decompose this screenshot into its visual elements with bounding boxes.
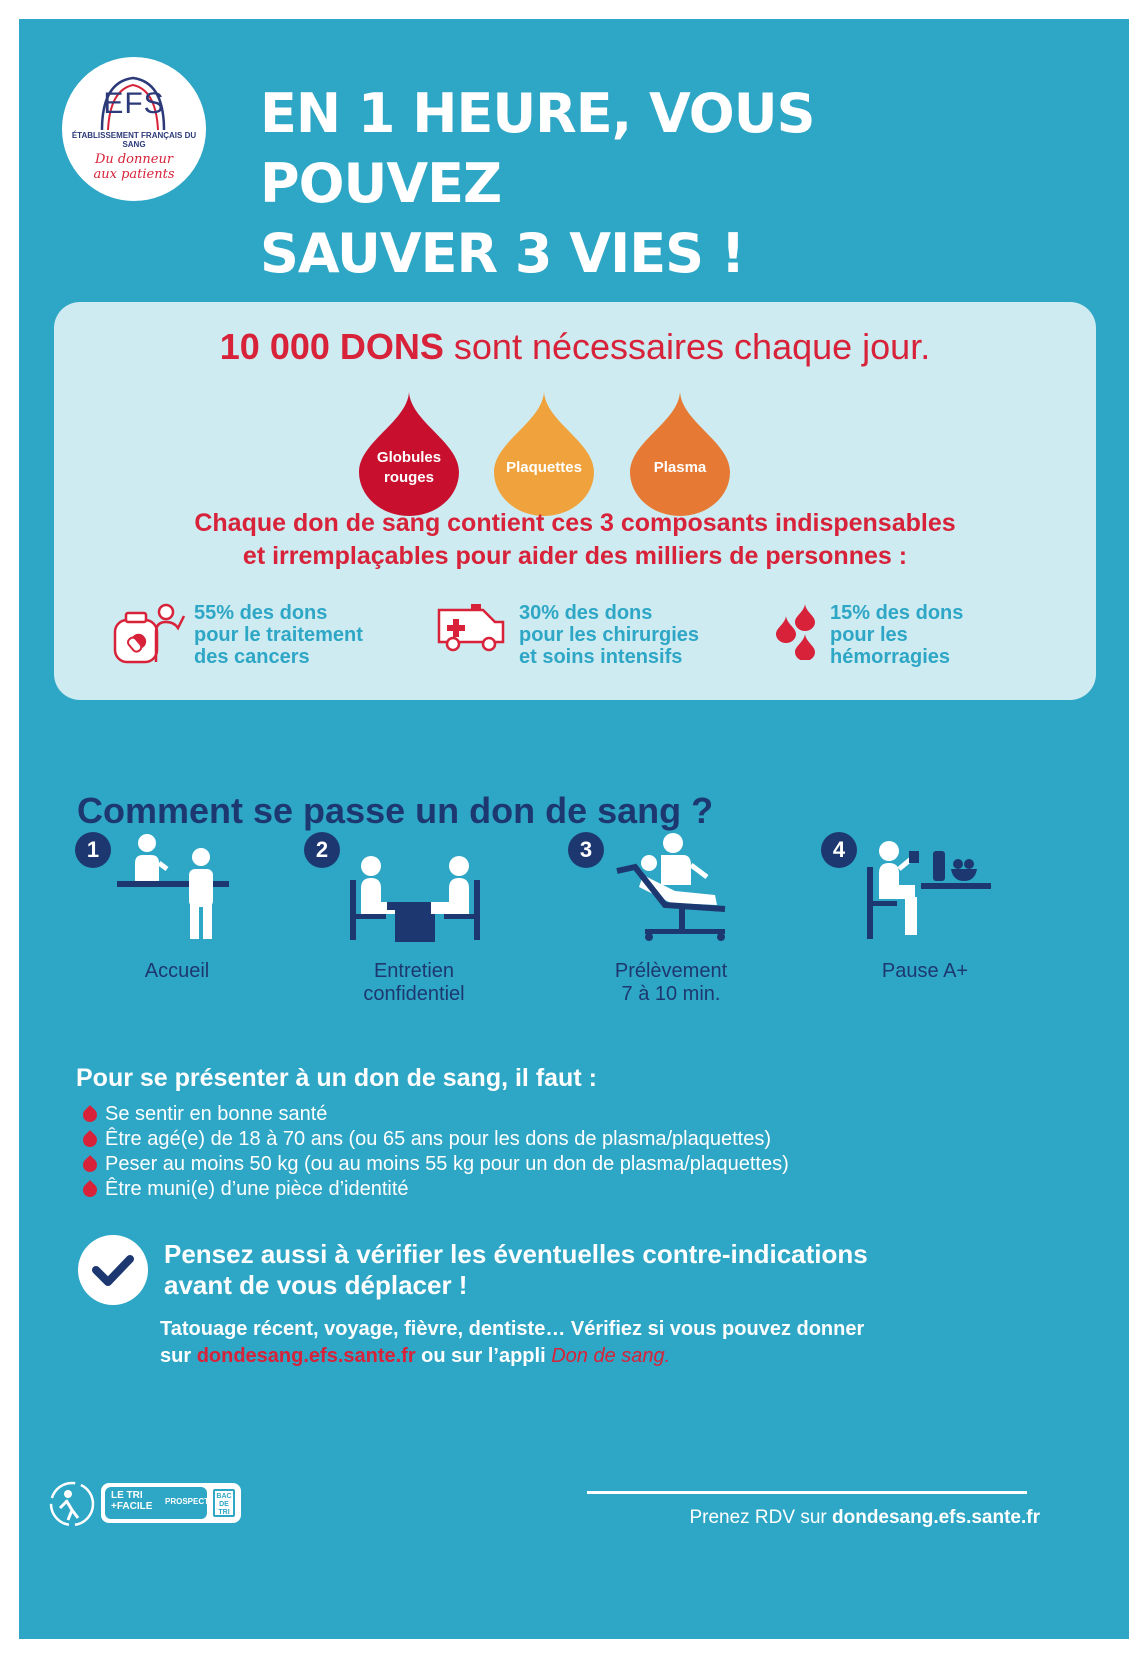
step-label-2: Entretien confidentiel	[363, 960, 465, 1005]
snack-break-icon	[865, 839, 993, 943]
logo-name: EFS	[103, 87, 165, 120]
medicine-patient-icon	[112, 602, 188, 664]
tri-label	[111, 1490, 152, 1512]
drop-plaquettes	[494, 392, 594, 516]
footer-rdv	[689, 1507, 1040, 1529]
notice-text-line-2	[160, 1343, 1060, 1370]
drop-bullet-icon	[80, 1105, 100, 1125]
headline	[260, 79, 1060, 289]
drop-bullet-icon	[80, 1180, 100, 1200]
requirement-text: Se sentir en bonne santé	[105, 1103, 328, 1125]
requirement-item	[83, 1127, 789, 1152]
headline-line-1: EN 1 HEURE, VOUS POUVEZ	[260, 82, 815, 215]
notice-text-prefix: sur	[160, 1345, 197, 1367]
drop-globules-rouges	[359, 392, 459, 516]
blood-draw-icon	[615, 831, 743, 943]
step-number-2: 2	[304, 832, 340, 868]
info-box-paragraph-line-2: et irremplaçables pour aider des milliers de personnes :	[242, 542, 908, 570]
stat-text: 30% des dons pour les chirurgies et soins intensifs	[519, 602, 700, 668]
logo-subtitle: ÉTABLISSEMENT FRANÇAIS DU SANG	[71, 131, 197, 149]
info-box-title-strong: 10 000 DONS	[219, 326, 444, 367]
requirements-list	[83, 1102, 789, 1202]
step-label-3: Prélèvement 7 à 10 min.	[614, 960, 728, 1005]
logo-tagline-line-1: Du donneur	[94, 152, 174, 167]
notice-title	[164, 1239, 1064, 1301]
footer-divider	[587, 1491, 1027, 1494]
step-number-3: 3	[568, 832, 604, 868]
drop-label: Plaquettes	[506, 459, 582, 476]
tri-facile-inner	[105, 1487, 221, 1519]
tri-facile-badge	[101, 1483, 241, 1523]
step-label-4: Pause A+	[881, 960, 969, 982]
step-label-1: Accueil	[144, 960, 210, 982]
notice-title-line-2: avant de vous déplacer !	[164, 1270, 468, 1300]
requirement-item	[83, 1102, 789, 1127]
blood-drop-icon	[630, 392, 730, 516]
requirements-title: Pour se présenter à un don de sang, il faut :	[76, 1064, 597, 1092]
notice-text	[160, 1316, 1060, 1370]
info-box-paragraph	[54, 507, 1096, 573]
notice-title-line-1: Pensez aussi à vérifier les éventuelles contre-indications	[164, 1239, 868, 1269]
footer-prefix: Prenez RDV sur	[689, 1507, 832, 1528]
website-link[interactable]: dondesang.efs.sante.fr	[196, 1345, 416, 1367]
requirement-text: Peser au moins 50 kg (ou au moins 55 kg pour un don de plasma/plaquettes)	[105, 1153, 789, 1175]
step-number-4: 4	[821, 832, 857, 868]
requirement-text: Être agé(e) de 18 à 70 ans (ou 65 ans pour les dons de plasma/plaquettes)	[105, 1128, 771, 1150]
tri-label-2: +FACILE	[111, 1501, 153, 1512]
step-number-1: 1	[75, 832, 111, 868]
poster	[19, 19, 1129, 1639]
requirement-text: Être muni(e) d’une pièce d’identité	[105, 1178, 409, 1200]
tri-bin-icon: BAC DE TRI	[213, 1489, 235, 1517]
stat-text: 15% des dons pour les hémorragies	[830, 602, 964, 668]
tri-prospectus: PROSPECTUS	[165, 1497, 221, 1506]
app-name: Don de sang.	[551, 1345, 671, 1367]
requirement-item	[83, 1177, 789, 1202]
notice-text-middle: ou sur l’appli	[415, 1345, 552, 1367]
recycling-person-icon	[48, 1480, 96, 1528]
footer-link[interactable]: dondesang.efs.sante.fr	[832, 1507, 1040, 1528]
info-box-title-rest: sont nécessaires chaque jour.	[443, 326, 931, 367]
info-box-paragraph-line-1: Chaque don de sang contient ces 3 composants indispensables	[194, 509, 956, 537]
interview-icon	[349, 854, 481, 944]
check-icon	[78, 1235, 148, 1305]
blood-drop-icon	[494, 392, 594, 516]
checkmark-icon	[78, 1235, 148, 1305]
drop-label: Globules rouges	[376, 449, 442, 486]
logo-tagline-line-2: aux patients	[93, 167, 175, 182]
drop-bullet-icon	[80, 1155, 100, 1175]
drop-bullet-icon	[80, 1130, 100, 1150]
efs-logo	[62, 57, 206, 201]
requirement-item	[83, 1152, 789, 1177]
blood-drops-icon	[775, 602, 819, 660]
info-box	[54, 302, 1096, 700]
notice-text-line-1: Tatouage récent, voyage, fièvre, dentiste… Vérifiez si vous pouvez donner	[160, 1318, 865, 1340]
info-box-title	[54, 326, 1096, 368]
drop-plasma	[630, 392, 730, 516]
drop-label: Plasma	[653, 459, 707, 476]
ambulance-icon	[437, 602, 507, 654]
tri-label-1: LE TRI	[111, 1490, 143, 1501]
headline-line-2: SAUVER 3 VIES !	[260, 222, 745, 285]
process-title: Comment se passe un don de sang ?	[77, 790, 714, 831]
stat-text: 55% des dons pour le traitement des cancers	[194, 602, 363, 668]
logo-tagline	[80, 147, 188, 187]
reception-icon	[115, 833, 233, 943]
